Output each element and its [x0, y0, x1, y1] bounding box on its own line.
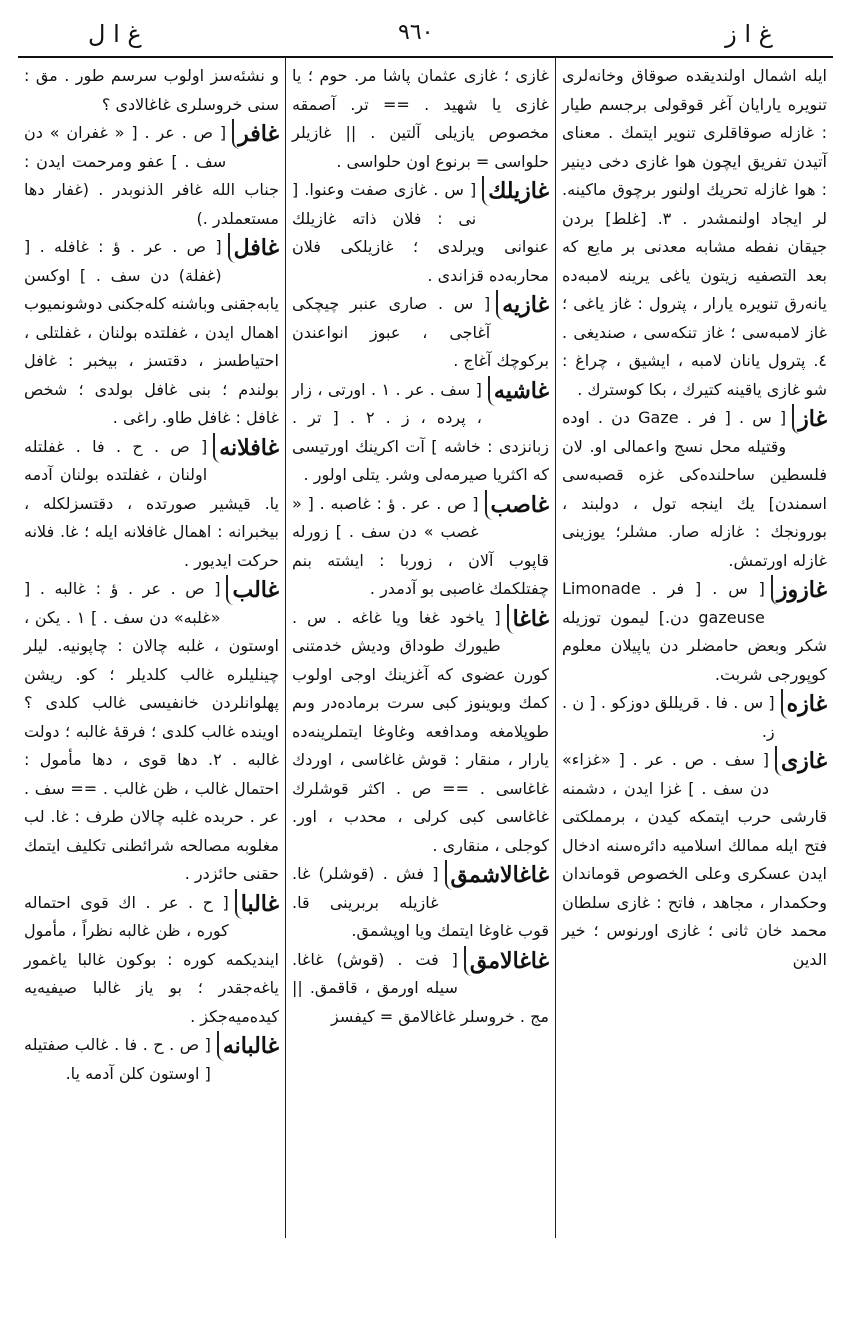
- entry-headword: غافل: [228, 233, 279, 263]
- entry-headword: غازيه: [496, 290, 549, 320]
- dictionary-entry: [562, 746, 827, 974]
- entry-headword: غازه: [781, 689, 827, 719]
- page-header: [18, 14, 833, 58]
- entry-headword: غازيلك: [482, 176, 549, 206]
- entry-headword: غالبانه: [217, 1031, 279, 1061]
- entry-definition: [ ص . عر . ؤ : غاصبه . [ « غصب » دن سف . ] زورله قاپوب آلان ، زوربا : ايشته بنم چفتلكمك غاصبى بو آدمدر .: [292, 493, 549, 598]
- entry-definition: [ ح . عر . اك قوى احتماله كوره ، ظن غالبه نظراً ، مأمول اينديكمه كوره : بوكون غالبا ياغمور ياغەجقدر ؛ بو ياز غالبا صيفيەيه كيدەميەجكز .: [24, 892, 279, 1026]
- column-right: [556, 58, 833, 1238]
- dictionary-entry: [24, 119, 279, 233]
- entry-definition: [ س . فا . قريللق دوزكو . [ ن . ز.: [562, 693, 775, 741]
- entry-headword: غاصب: [485, 490, 550, 520]
- dictionary-entry: [292, 176, 549, 290]
- entry-headword: غازوز: [771, 575, 827, 605]
- column-middle: [286, 58, 556, 1238]
- entry-definition: [ فت . (قوش) غاغا. سيله اورمق ، قاقمق. || مج . خروسلر غاغالامق = كيفسز: [292, 949, 549, 1026]
- entry-definition: [ فش . (قوشلر) غا. غازيله بربرينى قا. قوب غاوغا ايتمك ويا اوپشمق.: [292, 864, 549, 940]
- entry-definition: [ سف . ص . عر . [ «غزاء» دن سف . ] غزا ايدن ، دشمنه قارشى حرب ايتمكه كيدن ، برمملكتى فتح ايله ممالك اسلاميه دائرەسنه ادخال ايدن عسكرى وعلى الخصوص قوماندان وحكمدار ، مجاهد ، فاتح : غازى سلطان محمد خان ثانى ؛ غازى اورنوس ؛ خير الدين: [562, 750, 827, 969]
- header-right-letters: غ ا ز: [725, 20, 773, 48]
- entry-headword: غاز: [792, 404, 827, 434]
- dictionary-entry: [562, 404, 827, 575]
- column-left: [18, 58, 286, 1238]
- entry-definition: [ ص . عر . [ « غفران » دن سف . ] عفو ومرحمت ايدن : جناب الله غافر الذنوبدر . (غفار دها مستعملدر .): [24, 123, 279, 228]
- dictionary-entry: [292, 376, 549, 490]
- entry-headword: غالبا: [235, 889, 279, 919]
- entry-headword: غاغالامق: [464, 946, 549, 976]
- entry-definition: [ سف . عر . ١ . اورتى ، زار ، پرده ، ز . ٢ . [ تر . زبانزدى : خاشه ] آت اكرينك اورتيسى كه اكثريا صيرمەلى وشر. يتلى اولور .: [292, 379, 549, 484]
- dictionary-entry: [292, 604, 549, 861]
- entry-definition: [ ياخود غغا ويا غاغه . س . طيورك طوداق وديش خدمتنى كورن عضوى كه آغزينك اوجى اولوب كمك وبوينوز كبى سرت برمادەدر وىم طوپلامغه ومدافعه وغاوغا ايتملرينەده يارار ، منقار : قوش غاغاسى ، اوردك غاغاسى . == ص . اكثر قوشلرك غاغاسى كبى كرلى ، محدب ، اور. كوجلى ، منقارى .: [292, 607, 549, 855]
- header-left-letters: غ ا ل: [88, 20, 142, 48]
- entry-definition: [ ص . عر . ؤ : غافله . [ (غفلة) دن سف . ] اوكسن يابەجقنى وباشنه كلەجكنى دوشونميوب اهمال ايدن ، غفلتده بولنان ، غفلتلى ، احتياطسز ، دقتسز ، بيخبر : غافل بولندم ؛ بنى غافل بولدى ؛ شخص غافل : غافل طاو. راغى .: [24, 237, 279, 427]
- dictionary-entry: [24, 1031, 279, 1088]
- dictionary-entry: [292, 290, 549, 376]
- dictionary-entry: [24, 62, 279, 119]
- entry-headword: غازى: [775, 746, 827, 776]
- entry-definition: ايله اشمال اولنديقده صوقاق وخانەلرى تنويره يارايان آغر قوقولى برجسم طيار : غازله صوقاقلرى تنوير ايتمك . معناى آتيدن تفريق ايچون هوا غازى دخى دينير : هوا غازله تحريك اولنور برچوق ماكينه. لر ايجاد اولنمشدر . ٣. [غلط] بردن جيقان نفطه مشابه معدنى بر مايع كه بعد التصفيه زيتون ياغى يرينه لامبەده يانەرق تنويره يارار ، پترول : غاز ياغى ؛ غاز لامبەسى ؛ غاز تنكەسى ، صنديغى . ٤. پترول يانان لامبه ، ايشيق ، چراغ : شو غازى ياقينه كتيرك ، بكا كوسترك .: [562, 66, 827, 399]
- dictionary-entry: [292, 490, 549, 604]
- dictionary-entry: [292, 62, 549, 176]
- dictionary-entry: [562, 689, 827, 746]
- entry-definition: [ ص . ح . فا . غالب صفتيله [ اوستون كلن آدمه يا.: [24, 1035, 211, 1083]
- entry-headword: غافر: [232, 119, 279, 149]
- entry-headword: غاغا: [507, 604, 549, 634]
- entry-definition: و نشئەسز اولوب سرسم طور . مق : سنى خروسلرى غاغالادى ؟: [24, 66, 279, 114]
- entry-definition: [ س . [ فر . Limonade gazeuse دن.] ليمون تو‌زيله شكر وبعض حامضلر دن ياپيلان معلوم كوپورجى شربت.: [562, 579, 827, 684]
- entry-headword: غالب: [226, 575, 279, 605]
- entry-definition: غازى ؛ غازى عثمان پاشا مر. حوم ؛ يا غازى يا شهيد . == تر. آصمقه مخصوص يازيلى آلتين . || غازيلر حلواسى = برنوع اون حلواسى .: [292, 66, 549, 171]
- dictionary-entry: [24, 433, 279, 576]
- entry-headword: غاغالاشمق: [445, 860, 549, 890]
- dictionary-entry: [24, 575, 279, 889]
- entry-headword: غاشيه: [488, 376, 549, 406]
- text-columns: [18, 58, 833, 1238]
- entry-definition: [ س . [ فر . Gaze دن . اوده وقتيله محل نسج واعمالى او. لان فلسطين ساحلندەكى غزه قصبەسى اسمندن] يك اينجه تول ، دولبند ، بورونجك : غازله صار. مشلر؛ يوزينى غازله اورتمش.: [562, 408, 827, 570]
- page-number: ٩٦٠: [398, 20, 434, 45]
- dictionary-entry: [562, 575, 827, 689]
- dictionary-entry: [24, 233, 279, 433]
- dictionary-entry: [292, 946, 549, 1032]
- dictionary-entry: [292, 860, 549, 946]
- entry-definition: [ س . غازى صفت وعنوا. [ نى : فلان ذاته غازيلك عنوانى ويرلدى ؛ غازيلكى فلان محاربەده قزاندى .: [292, 180, 549, 285]
- entry-definition: [ ص . ح . فا . غفلتله اولنان ، غفلتده بولنان آدمه يا. قيشير صورتده ، دقتسزلكله ، بيخبرانه : اهمال غافلانه ايله ؛ غا. فلانه حركت ايديور .: [24, 436, 279, 570]
- entry-definition: [ س . صارى عنبر چيچكى آغاجى ، عبوز انواعندن بركوچك آغاج .: [292, 294, 549, 370]
- entry-headword: غافلانه: [213, 433, 279, 463]
- entry-definition: [ ص . عر . ؤ : غالبه . [ «غلبه» دن سف . ] ١ . يكن ، اوستون ، غلبه چالان : چاپونيه. ليلر چينليلره غالب كلديلر ؛ كو. ريشن پهلوانلردن خانفيسى غالب كلدى ؟ اوينده غالب كلدى ؛ فرقهٔ غالبه ؛ دولت غالبه . ٢. دها قوى ، دها مأمول : احتمال غالب ، ظن غالب . == سف . عر . حربده غلبه چالان طرف : غا. لب مغلوبه مصالحه شرائطنى تكليف ايتمك حقنى حائزدر .: [24, 579, 279, 883]
- dictionary-entry: [562, 62, 827, 404]
- dictionary-entry: [24, 889, 279, 1032]
